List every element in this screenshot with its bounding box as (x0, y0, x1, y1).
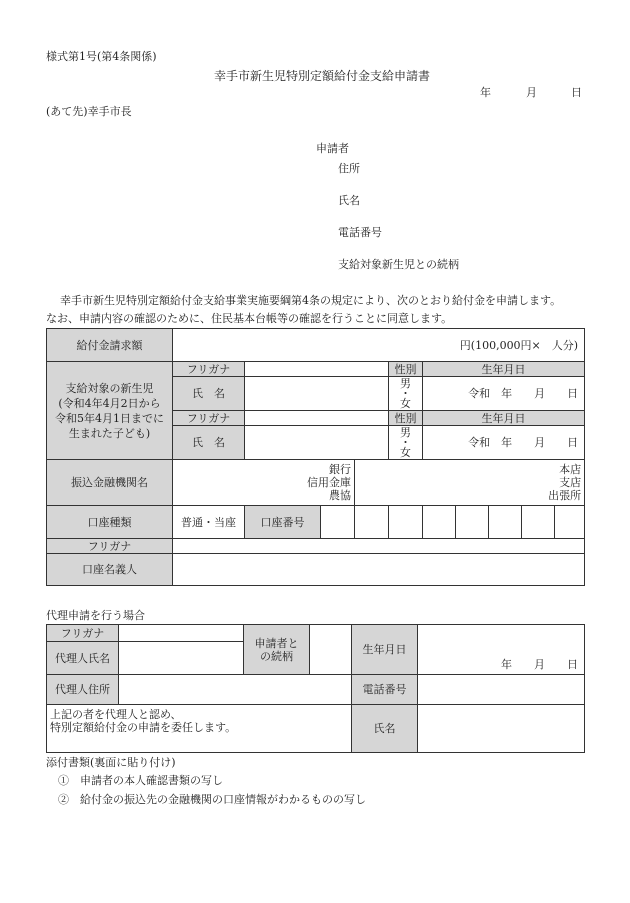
proxy-birthdate-label: 生年月日 (352, 625, 418, 675)
proxy-address-field[interactable] (119, 675, 352, 705)
date-day: 日 (571, 86, 582, 99)
applicant-relation-label: 支給対象新生児との続柄 (338, 258, 459, 271)
newborn-1-birthdate-value[interactable]: 令和 年 月 日 (423, 377, 585, 411)
attachment-item-2: ② 給付金の振込先の金融機関の口座情報がわかるものの写し (58, 793, 366, 806)
account-type-label: 口座種類 (47, 506, 173, 539)
account-digit-1[interactable] (321, 506, 355, 539)
account-type-value[interactable]: 普通・当座 (173, 506, 245, 539)
amount-label: 給付金請求額 (47, 329, 173, 362)
newborn-1-name-label: 氏 名 (173, 377, 245, 411)
newborn-1-name-field[interactable] (245, 377, 389, 411)
newborn-2-furigana-label: フリガナ (173, 411, 245, 426)
branch-type[interactable]: 本店 支店 出張所 (355, 460, 585, 506)
proxy-table (46, 624, 585, 753)
bank-label: 振込金融機関名 (47, 460, 173, 506)
newborn-2-birthdate-value[interactable]: 令和 年 月 日 (423, 426, 585, 460)
proxy-phone-field[interactable] (418, 675, 585, 705)
application-table (46, 328, 585, 586)
applicant-heading: 申請者 (316, 142, 349, 155)
proxy-furigana-label: フリガナ (47, 625, 119, 642)
delegation-text: 上記の者を代理人と認め、 特別定額給付金の申請を委任します。 (47, 705, 352, 753)
form-number: 様式第1号(第4条関係) (46, 50, 157, 63)
proxy-name-label: 代理人氏名 (47, 642, 119, 675)
account-digit-2[interactable] (355, 506, 389, 539)
newborn-2-gender-label: 性別 (389, 411, 423, 426)
newborn-1-furigana-label: フリガナ (173, 362, 245, 377)
proxy-furigana-field[interactable] (119, 625, 244, 642)
attachment-item-1: ① 申請者の本人確認書類の写し (58, 774, 223, 787)
bank-type[interactable]: 銀行 信用金庫 農協 (173, 460, 355, 506)
newborn-1-gender-value[interactable]: 男 ・ 女 (389, 377, 423, 411)
intro-line-1: 幸手市新生児特別定額給付金支給事業実施要綱第4条の規定により、次のとおり給付金を申請します。 (60, 294, 562, 307)
account-number-label: 口座番号 (245, 506, 321, 539)
signature-label: 氏名 (352, 705, 418, 753)
newborn-2-name-field[interactable] (245, 426, 389, 460)
account-holder-furigana-label: フリガナ (47, 539, 173, 554)
proxy-relation-label: 申請者と の続柄 (244, 625, 310, 675)
applicant-phone-label: 電話番号 (338, 226, 382, 239)
applicant-name-label: 氏名 (338, 194, 360, 207)
date-year: 年 (480, 86, 491, 99)
newborn-2-gender-value[interactable]: 男 ・ 女 (389, 426, 423, 460)
proxy-phone-label: 電話番号 (352, 675, 418, 705)
date-month: 月 (526, 86, 537, 99)
account-digit-3[interactable] (389, 506, 423, 539)
newborn-2-furigana-field[interactable] (245, 411, 389, 426)
attachments-heading: 添付書類(裏面に貼り付け) (46, 756, 176, 769)
newborn-1-gender-label: 性別 (389, 362, 423, 377)
proxy-relation-field[interactable] (310, 625, 352, 675)
newborn-label: 支給対象の新生児 (令和4年4月2日から 令和5年4月1日までに 生まれた子ども) (47, 362, 173, 460)
proxy-birthdate-value[interactable]: 年 月 日 (418, 625, 585, 675)
account-digit-6[interactable] (489, 506, 522, 539)
page-title: 幸手市新生児特別定額給付金支給申請書 (214, 69, 431, 83)
newborn-2-name-label: 氏 名 (173, 426, 245, 460)
proxy-address-label: 代理人住所 (47, 675, 119, 705)
account-digit-7[interactable] (522, 506, 555, 539)
account-holder-furigana-field[interactable] (173, 539, 585, 554)
account-digit-8[interactable] (555, 506, 585, 539)
account-digit-5[interactable] (456, 506, 489, 539)
applicant-address-label: 住所 (338, 162, 360, 175)
newborn-1-furigana-field[interactable] (245, 362, 389, 377)
newborn-2-birthdate-label: 生年月日 (423, 411, 585, 426)
newborn-1-birthdate-label: 生年月日 (423, 362, 585, 377)
intro-line-2: なお、申請内容の確認のために、住民基本台帳等の確認を行うことに同意します。 (46, 312, 453, 325)
account-digit-4[interactable] (423, 506, 456, 539)
proxy-heading: 代理申請を行う場合 (46, 609, 145, 622)
signature-field[interactable] (418, 705, 585, 753)
addressee: (あて先)幸手市長 (46, 105, 132, 118)
proxy-name-field[interactable] (119, 642, 244, 675)
account-holder-field[interactable] (173, 554, 585, 586)
amount-value[interactable]: 円(100,000円× 人分) (173, 329, 585, 362)
account-holder-label: 口座名義人 (47, 554, 173, 586)
